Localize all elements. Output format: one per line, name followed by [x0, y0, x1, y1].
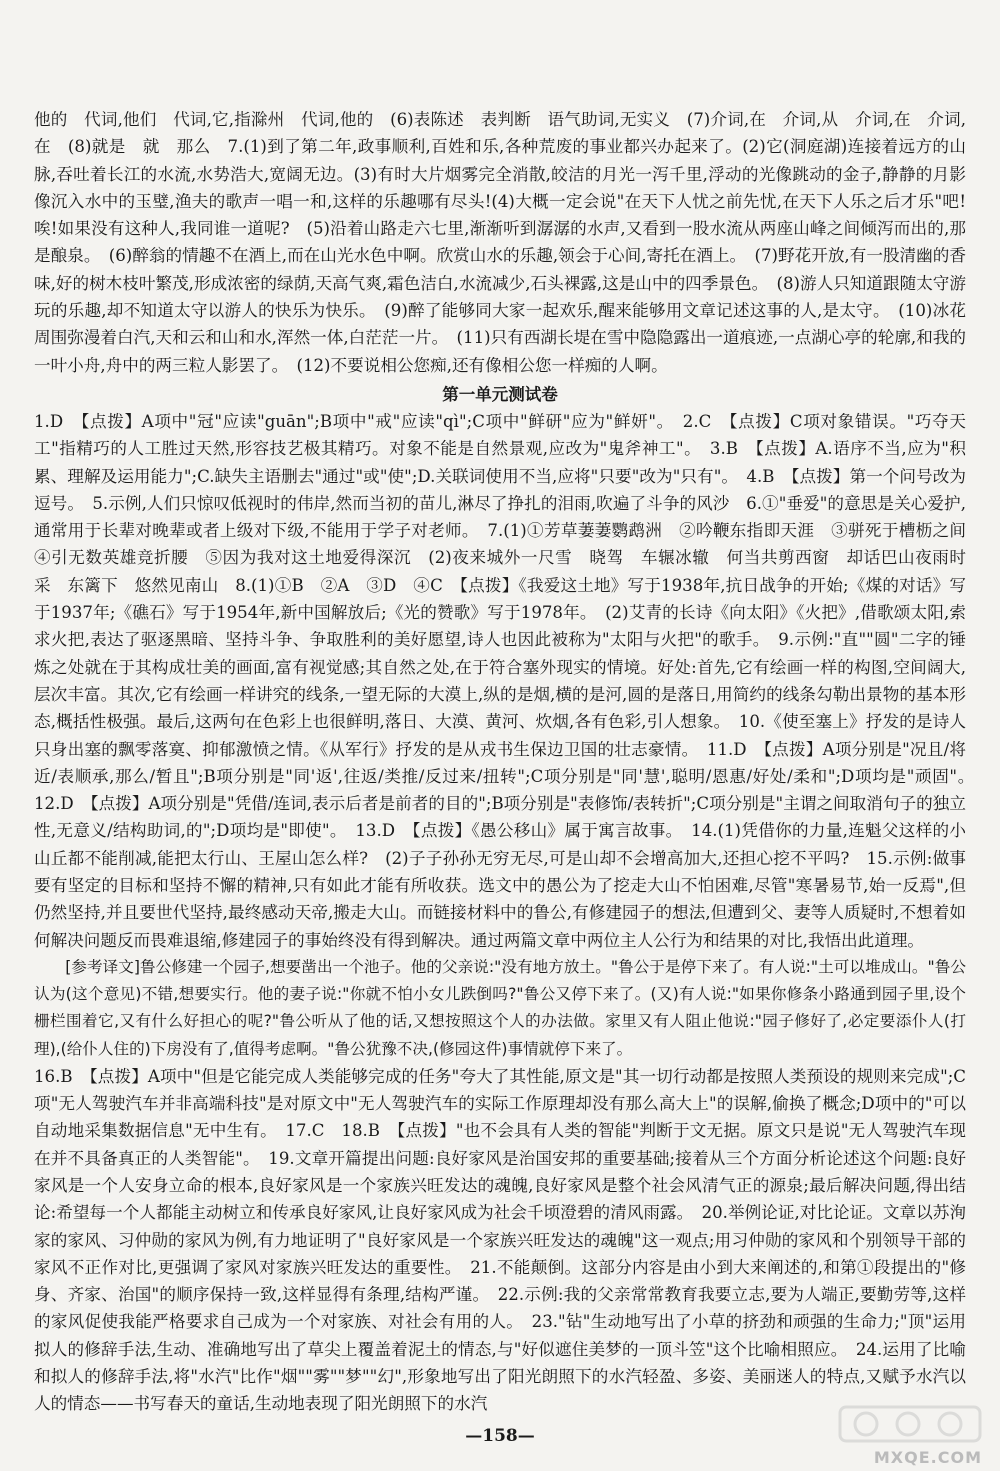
paragraph-top: 他的 代词,他们 代词,它,指滁州 代词,他的 (6)表陈述 表判断 语气助词,无实义 (7)介词,在 介词,从 介词,在 介词,在 (8)就是 就 那么 7.(1)到了第二年,政事顺利,百姓和乐,各种荒废的事业都兴办起来了。(2)它(洞庭湖)连接着远方的山脉,吞吐着长江的水流,水势浩大,宽阔无边。(3)有时大片烟雾完全消散,皎洁的月光一泻千里,浮动的光像跳动的金子,静静的月影像沉入水中的玉璧,渔夫的歌声一唱一和,这样的乐趣哪有尽头!(4)大概一定会说"在天下人忧之前先忧,在天下人乐之后才乐"吧!唉!如果没有这种人,我同谁一道呢? (5)沿着山路走六七里,渐渐听到潺潺的水声,又看到一股水流从两座山峰之间倾泻而出的,那是酿泉。 (6)醉翁的情趣不在酒上,而在山光水色中啊。欣赏山水的乐趣,领会于心间,寄托在酒上。 (7)野花开放,有一股清幽的香味,好的树木枝叶繁茂,形成浓密的绿荫,天高气爽,霜色洁白,水流减少,石头裸露,这是山中的四季景色。 (8)游人只知道跟随太守游玩的乐趣,却不知道太守以游人的快乐为快乐。 (9)醉了能够同大家一起欢乐,醒来能够用文章记述这事的人,是太守。 (10)冰花周围弥漫着白汽,天和云和山和水,浑然一体,白茫茫一片。 (11)只有西湖长堤在雪中隐隐露出一道痕迹,一点湖心亭的轮廓,和我的一叶小舟,舟中的两三粒人影罢了。 (12)不要说相公您痴,还有像相公您一样痴的人啊。	[34, 110, 966, 375]
answer-text-block	[34, 106, 983, 1418]
watermark-text: MXQE.COM	[873, 1448, 982, 1467]
section-title: 第一单元测试卷	[442, 384, 558, 404]
paragraph-main: 1.D 【点拨】A项中"冠"应读"guān";B项中"戒"应读"qì";C项中"鲜研"应为"鲜妍"。 2.C 【点拨】C项对象错误。"巧夺天工"指精巧的人工胜过天然,形容技艺极其精巧。对象不能是自然景观,应改为"鬼斧神工"。 3.B 【点拨】A.语序不当,应为"积累、理解及运用能力";C.缺失主语删去"通过"或"使";D.关联词使用不当,应将"只要"改为"只有"。 4.B 【点拨】第一个问号改为逗号。 5.示例,人们只惊叹低视时的伟岸,然而当初的苗儿,淋尽了挣扎的泪雨,吹遍了斗争的风沙 6.①"垂爱"的意思是关心爱护,通常用于长辈对晚辈或者上级对下级,不能用于学子对老师。 7.(1)①芳草萋萋鹦鹉洲 ②吟鞭东指即天涯 ③骈死于槽枥之间 ④引无数英雄竞折腰 ⑤因为我对这土地爱得深沉 (2)夜来城外一尺雪 晓驾 车辗冰辙 何当共剪西窗 却话巴山夜雨时 采 东篱下 悠然见南山 8.(1)①B ②A ③D ④C 【点拨】《我爱这土地》写于1938年,抗日战争的开始;《煤的对话》写于1937年;《礁石》写于1954年,新中国解放后;《光的赞歌》写于1978年。 (2)艾青的长诗《向太阳》《火把》,借歌颂太阳,索求火把,表达了驱逐黑暗、坚持斗争、争取胜利的美好愿望,诗人也因此被称为"太阳与火把"的歌手。 9.示例:"直""圆"二字的锤炼之处就在于其构成壮美的画面,富有视觉感;其自然之处,在于符合塞外现实的情境。好处:首先,它有绘画一样的构图,空间阔大,层次丰富。其次,它有绘画一样讲究的线条,一望无际的大漠上,纵的是烟,横的是河,圆的是落日,用简约的线条勾勒出景物的基本形态,概括性极强。最后,这两句在色彩上也很鲜明,落日、大漠、黄河、炊烟,各有色彩,引人想象。 10.《使至塞上》抒发的是诗人只身出塞的飘零落寞、抑郁激愤之情。《从军行》抒发的是从戎书生保边卫国的壮志豪情。 11.D 【点拨】A项分别是"况且/将近/表顺承,那么/暂且";B项分别是"同'返',往返/类推/反过来/扭转";C项分别是"同'慧',聪明/恩惠/好处/柔和";D项均是"顽固"。 12.D 【点拨】A项分别是"凭借/连词,表示后者是前者的目的";B项分别是"表修饰/表转折";C项分别是"主谓之间取消句子的独立性,无意义/结构助词,的";D项均是"即使"。 13.D 【点拨】《愚公移山》属于寓言故事。 14.(1)凭借你的力量,连魁父这样的小山丘都不能削减,能把太行山、王屋山怎么样? (2)子子孙孙无穷无尽,可是山却不会增高加大,还担心挖不平吗? 15.示例:做事要有坚定的目标和坚持不懈的精神,只有如此才能有所收获。选文中的愚公为了挖走大山不怕困难,尽管"寒暑易节,始一反焉",但仍然坚持,并且要世代坚持,最终感动天帝,搬走大山。而链接材料中的鲁公,有修建园子的想法,但遭到父、妻等人质疑时,不想着如何解决问题反而畏难退缩,修建园子的事始终没有得到解决。通过两篇文章中两位主人公行为和结果的对比,我悟出此道理。	[34, 411, 983, 950]
paragraph-end: 16.B 【点拨】A项中"但是它能完成人类能够完成的任务"夸大了其性能,原文是"其一切行动都是按照人类预设的规则来完成";C项"无人驾驶汽车并非高端科技"是对原文中"无人驾驶汽车的实际工作原理却没有那么高大上"的误解,偷换了概念;D项中的"可以自动地采集数据信息"无中生有。 17.C 18.B 【点拨】"也不会具有人类的智能"判断于文无据。原文只是说"无人驾驶汽车现在并不具备真正的人类智能"。 19.文章开篇提出问题:良好家风是治国安邦的重要基础;接着从三个方面分析论述这个问题:良好家风是一个人安身立命的根本,良好家风是一个家族兴旺发达的魂魄,良好家风是整个社会风清气正的源泉;最后解决问题,得出结论:希望每一个人都能主动树立和传承良好家风,让良好家风成为社会千顷澄碧的清风雨露。 20.举例论证,对比论证。文章以苏洵家的家风、习仲勋的家风为例,有力地证明了"良好家风是一个家族兴旺发达的魂魄"这一观点;用习仲勋的家风和个别领导干部的家风不正作对比,更强调了家风对家族兴旺发达的重要性。 21.不能颠倒。这部分内容是由小到大来阐述的,和第①段提出的"修身、齐家、治国"的顺序保持一致,这样显得有条理,结构严谨。 22.示例:我的父亲常常教育我要立志,要为人端正,要勤劳等,这样的家风促使我能严格要求自己成为一个对家族、对社会有用的人。 23."钻"生动地写出了小草的挤劲和顽强的生命力;"顶"运用拟人的修辞手法,生动、准确地写出了草尖上覆盖着泥土的情态,与"好似遮住美梦的一顶斗笠"这个比喻相照应。 24.运用了比喻和拟人的修辞手法,将"水汽"比作"烟""雾""梦""幻",形象地写出了阳光朗照下的水汽轻盈、多姿、美丽迷人的特点,又赋予水汽以人的情态——书写春天的童话,生动地表现了阳光朗照下的水汽	[34, 1066, 966, 1414]
page-number: —158—	[465, 1426, 535, 1446]
reference-translation: [参考译文]鲁公修建一个园子,想要凿出一个池子。他的父亲说:"没有地方放土。"鲁公于是停下来了。有人说:"土可以堆成山。"鲁公认为(这个意见)不错,想要实行。他的妻子说:"你就不怕小女儿跌倒吗?"鲁公又停下来了。(又)有人说:"如果你修条小路通到园子里,设个栅栏围着它,又有什么好担心的呢?"鲁公听从了他的话,又想按照这个人的办法做。家里又有人阻止他说:"园子修好了,必定要添仆人(打理),(给仆人住的)下房没有了,值得考虑啊。"鲁公犹豫不决,(修园这件)事情就停下来了。	[34, 957, 966, 1058]
